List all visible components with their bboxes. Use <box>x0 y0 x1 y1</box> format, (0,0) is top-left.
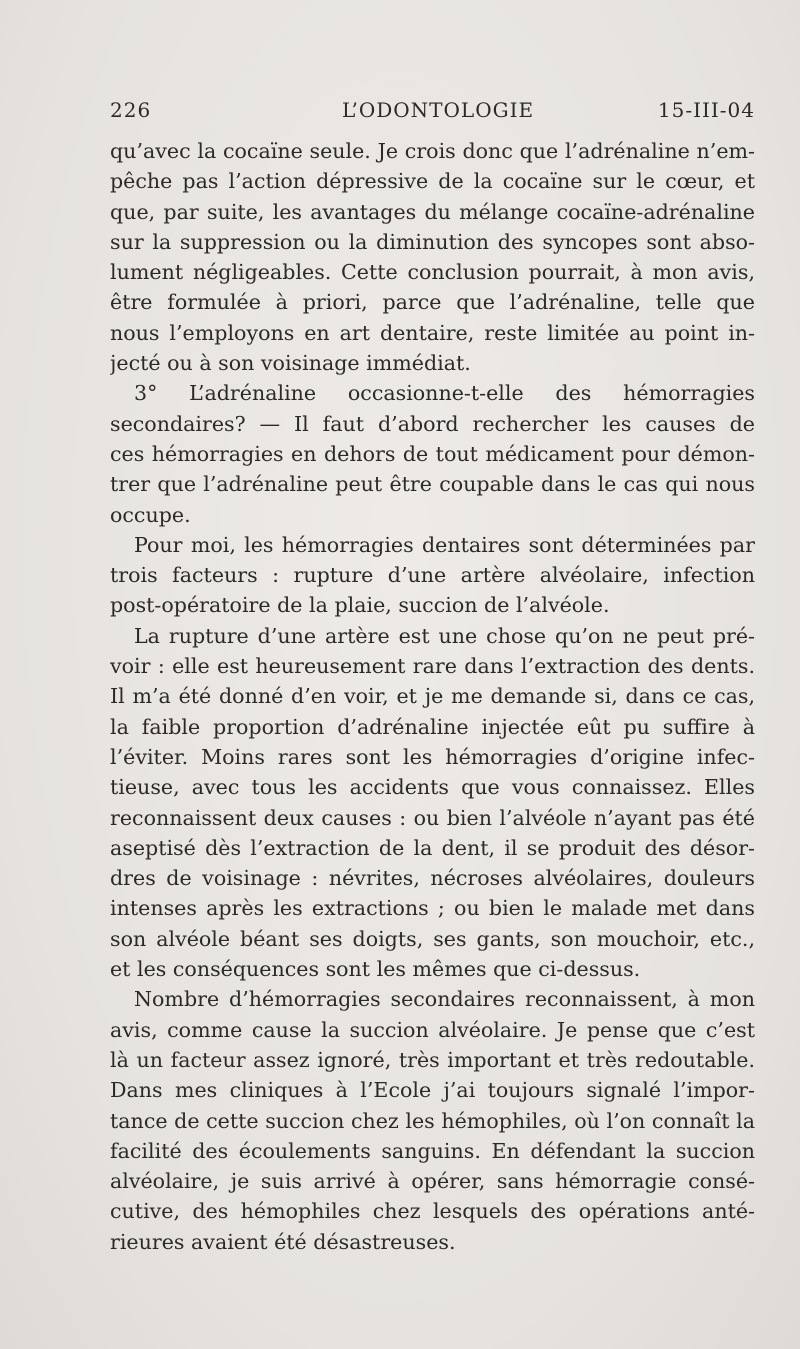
text-line: et les conséquences sont les mêmes que ci-dessus. <box>110 957 641 982</box>
text-line: reconnaissent deux causes : ou bien l’alvéole n’ayant pas été <box>110 805 755 830</box>
text-line: dres de voisinage : névrites, nécroses alvéolaires, douleurs <box>110 866 755 891</box>
text-line: son alvéole béant ses doigts, ses gants, son mouchoir, etc., <box>110 926 755 951</box>
text-line: Dans mes cliniques à l’Ecole j’ai toujours signalé l’impor- <box>110 1078 755 1103</box>
text-line: l’éviter. Moins rares sont les hémorragies d’origine infec- <box>110 744 755 769</box>
body-text <box>110 136 755 1257</box>
text-line: ces hémorragies en dehors de tout médicament pour démon- <box>110 441 755 466</box>
text-line: facilité des écoulements sanguins. En défendant la succion <box>110 1138 755 1163</box>
text-line: trer que l’adrénaline peut être coupable dans le cas qui nous <box>110 472 755 497</box>
running-header <box>110 98 755 128</box>
page-number: 226 <box>110 98 152 122</box>
text-line: qu’avec la cocaïne seule. Je crois donc que l’adrénaline n’em- <box>110 139 755 163</box>
issue-date: 15-III-04 <box>657 98 755 122</box>
text-line: Nombre d’hémorragies secondaires reconnaissent, à mon <box>134 987 755 1012</box>
text-line: sur la suppression ou la diminution des syncopes sont abso- <box>110 229 755 254</box>
text-line: que, par suite, les avantages du mélange cocaïne-adrénaline <box>110 199 755 224</box>
text-line: Pour moi, les hémorragies dentaires sont déterminées par <box>134 532 755 557</box>
text-line: rieures avaient été désastreuses. <box>110 1229 456 1254</box>
text-line: trois facteurs : rupture d’une artère alvéolaire, infection <box>110 563 755 588</box>
text-line: avis, comme cause la succion alvéolaire. Je pense que c’est <box>110 1017 755 1042</box>
text-line: occupe. <box>110 502 191 527</box>
text-line: Il m’a été donné d’en voir, et je me demande si, dans ce cas, <box>110 684 755 709</box>
section-heading-line: 3° L’adrénaline occasionne-t-elle des hémorragies <box>134 381 755 406</box>
text-line: nous l’employons en art dentaire, reste limitée au point in- <box>110 320 755 345</box>
text-line: alvéolaire, je suis arrivé à opérer, sans hémorragie consé- <box>110 1169 755 1194</box>
text-line: intenses après les extractions ; ou bien le malade met dans <box>110 896 755 921</box>
text-line: la faible proportion d’adrénaline injectée eût pu suffire à <box>110 714 755 739</box>
text-line: tieuse, avec tous les accidents que vous connaissez. Elles <box>110 775 755 800</box>
text-line: être formulée à priori, parce que l’adrénaline, telle que <box>110 290 755 315</box>
text-line: pêche pas l’action dépressive de la cocaïne sur le cœur, et <box>110 169 755 194</box>
text-line: cutive, des hémophiles chez lesquels des opérations anté- <box>110 1199 755 1224</box>
text-line: aseptisé dès l’extraction de la dent, il se produit des désor- <box>110 835 755 860</box>
text-line: La rupture d’une artère est une chose qu’on ne peut pré- <box>134 623 755 648</box>
text-line: là un facteur assez ignoré, très important et très redoutable. <box>110 1047 755 1072</box>
text-line: voir : elle est heureusement rare dans l’extraction des dents. <box>110 654 755 679</box>
text-line: lument négligeables. Cette conclusion pourrait, à mon avis, <box>110 260 755 285</box>
text-line: jecté ou à son voisinage immédiat. <box>110 351 471 376</box>
journal-title: L’ODONTOLOGIE <box>342 98 535 122</box>
text-line: tance de cette succion chez les hémophiles, où l’on connaît la <box>110 1108 755 1133</box>
text-line: post-opératoire de la plaie, succion de l’alvéole. <box>110 593 610 618</box>
text-line: secondaires? — Il faut d’abord rechercher les causes de <box>110 411 755 436</box>
